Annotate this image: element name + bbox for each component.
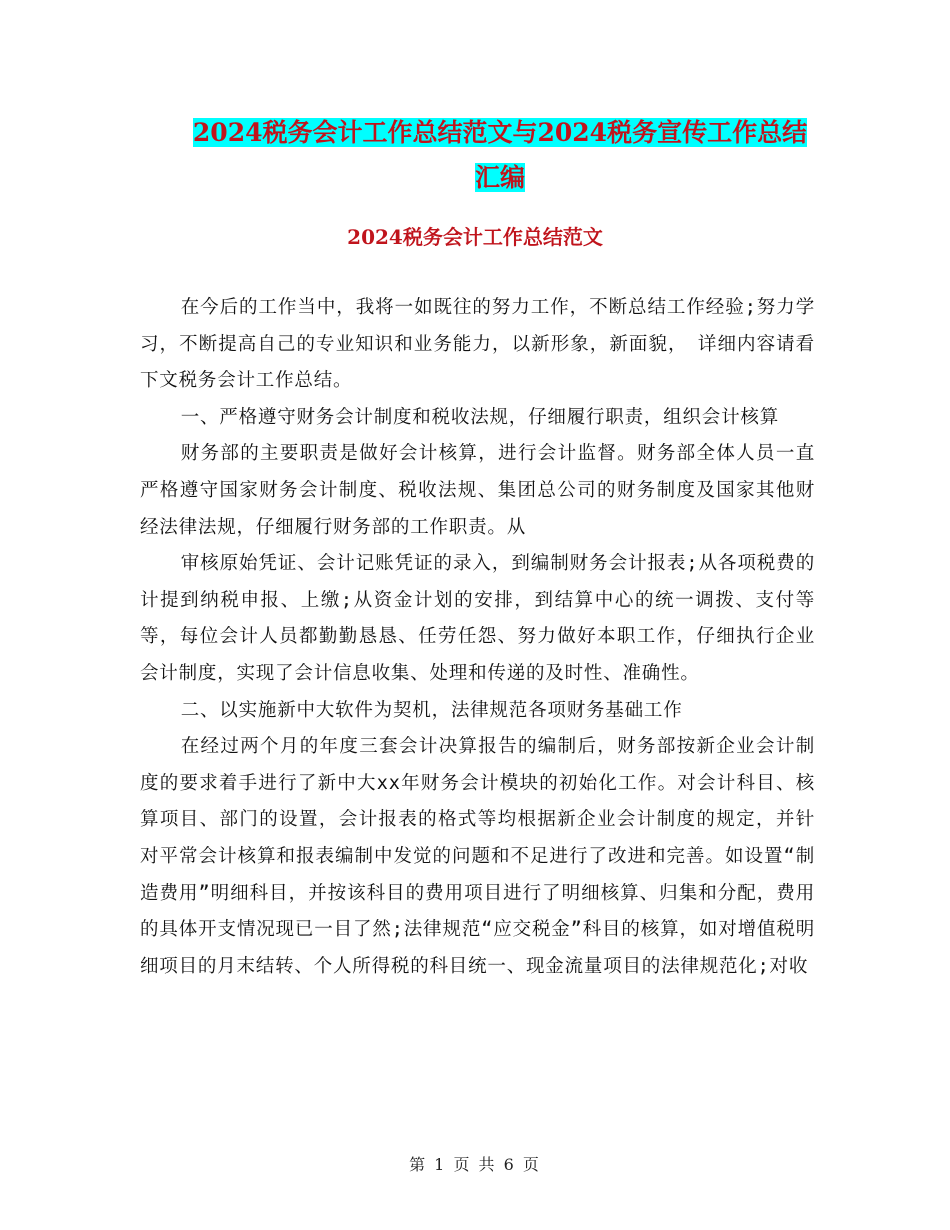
document-title-line2: 汇编 bbox=[474, 163, 525, 192]
document-title bbox=[140, 110, 860, 200]
paragraph-audit: 审核原始凭证、会计记账凭证的录入，到编制财务会计报表;从各项税费的计提到纳税申报、上缴;从资金计划的安排，到结算中心的统一调拨、支付等等，每位会计人员都勤勤恳恳、任劳任怨、努力做好本职工作，仔细执行企业会计制度，实现了会计信息收集、处理和传递的及时性、准确性。 bbox=[140, 553, 815, 684]
heading-one: 一、严格遵守财务会计制度和税收法规，仔细履行职责，组织会计核算 bbox=[180, 406, 779, 428]
paragraph-software: 在经过两个月的年度三套会计决算报告的编制后，财务部按新企业会计制度的要求着手进行了新中大xx年财务会计模块的初始化工作。对会计科目、核算项目、部门的设置，会计报表的格式等均根据新企业会计制度的规定，并针对平常会计核算和报表编制中发觉的问题和不足进行了改进和完善。如设置“制造费用”明细科目，并按该科目的费用项目进行了明细核算、归集和分配，费用的具体开支情况现已一目了然;法律规范“应交税金”科目的核算，如对增值税明细项目的月末结转、个人所得税的科目统一、现金流量项目的法律规范化;对收 bbox=[140, 736, 815, 977]
document-body bbox=[140, 290, 815, 985]
document-title-line1: 2024税务会计工作总结范文与2024税务宣传工作总结 bbox=[192, 118, 808, 147]
page-footer: 第 1 页 共 6 页 bbox=[409, 1155, 541, 1174]
paragraph-intro: 在今后的工作当中，我将一如既往的努力工作，不断总结工作经验;努力学习，不断提高自己的专业知识和业务能力，以新形象，新面貌， 详细内容请看下文税务会计工作总结。 bbox=[140, 297, 815, 392]
heading-two: 二、以实施新中大软件为契机，法律规范各项财务基础工作 bbox=[180, 699, 683, 721]
paragraph-duties: 财务部的主要职责是做好会计核算，进行会计监督。财务部全体人员一直严格遵守国家财务会计制度、税收法规、集团总公司的财务制度及国家其他财经法律法规，仔细履行财务部的工作职责。从 bbox=[140, 443, 815, 538]
section-title: 2024税务会计工作总结范文 bbox=[347, 225, 603, 249]
